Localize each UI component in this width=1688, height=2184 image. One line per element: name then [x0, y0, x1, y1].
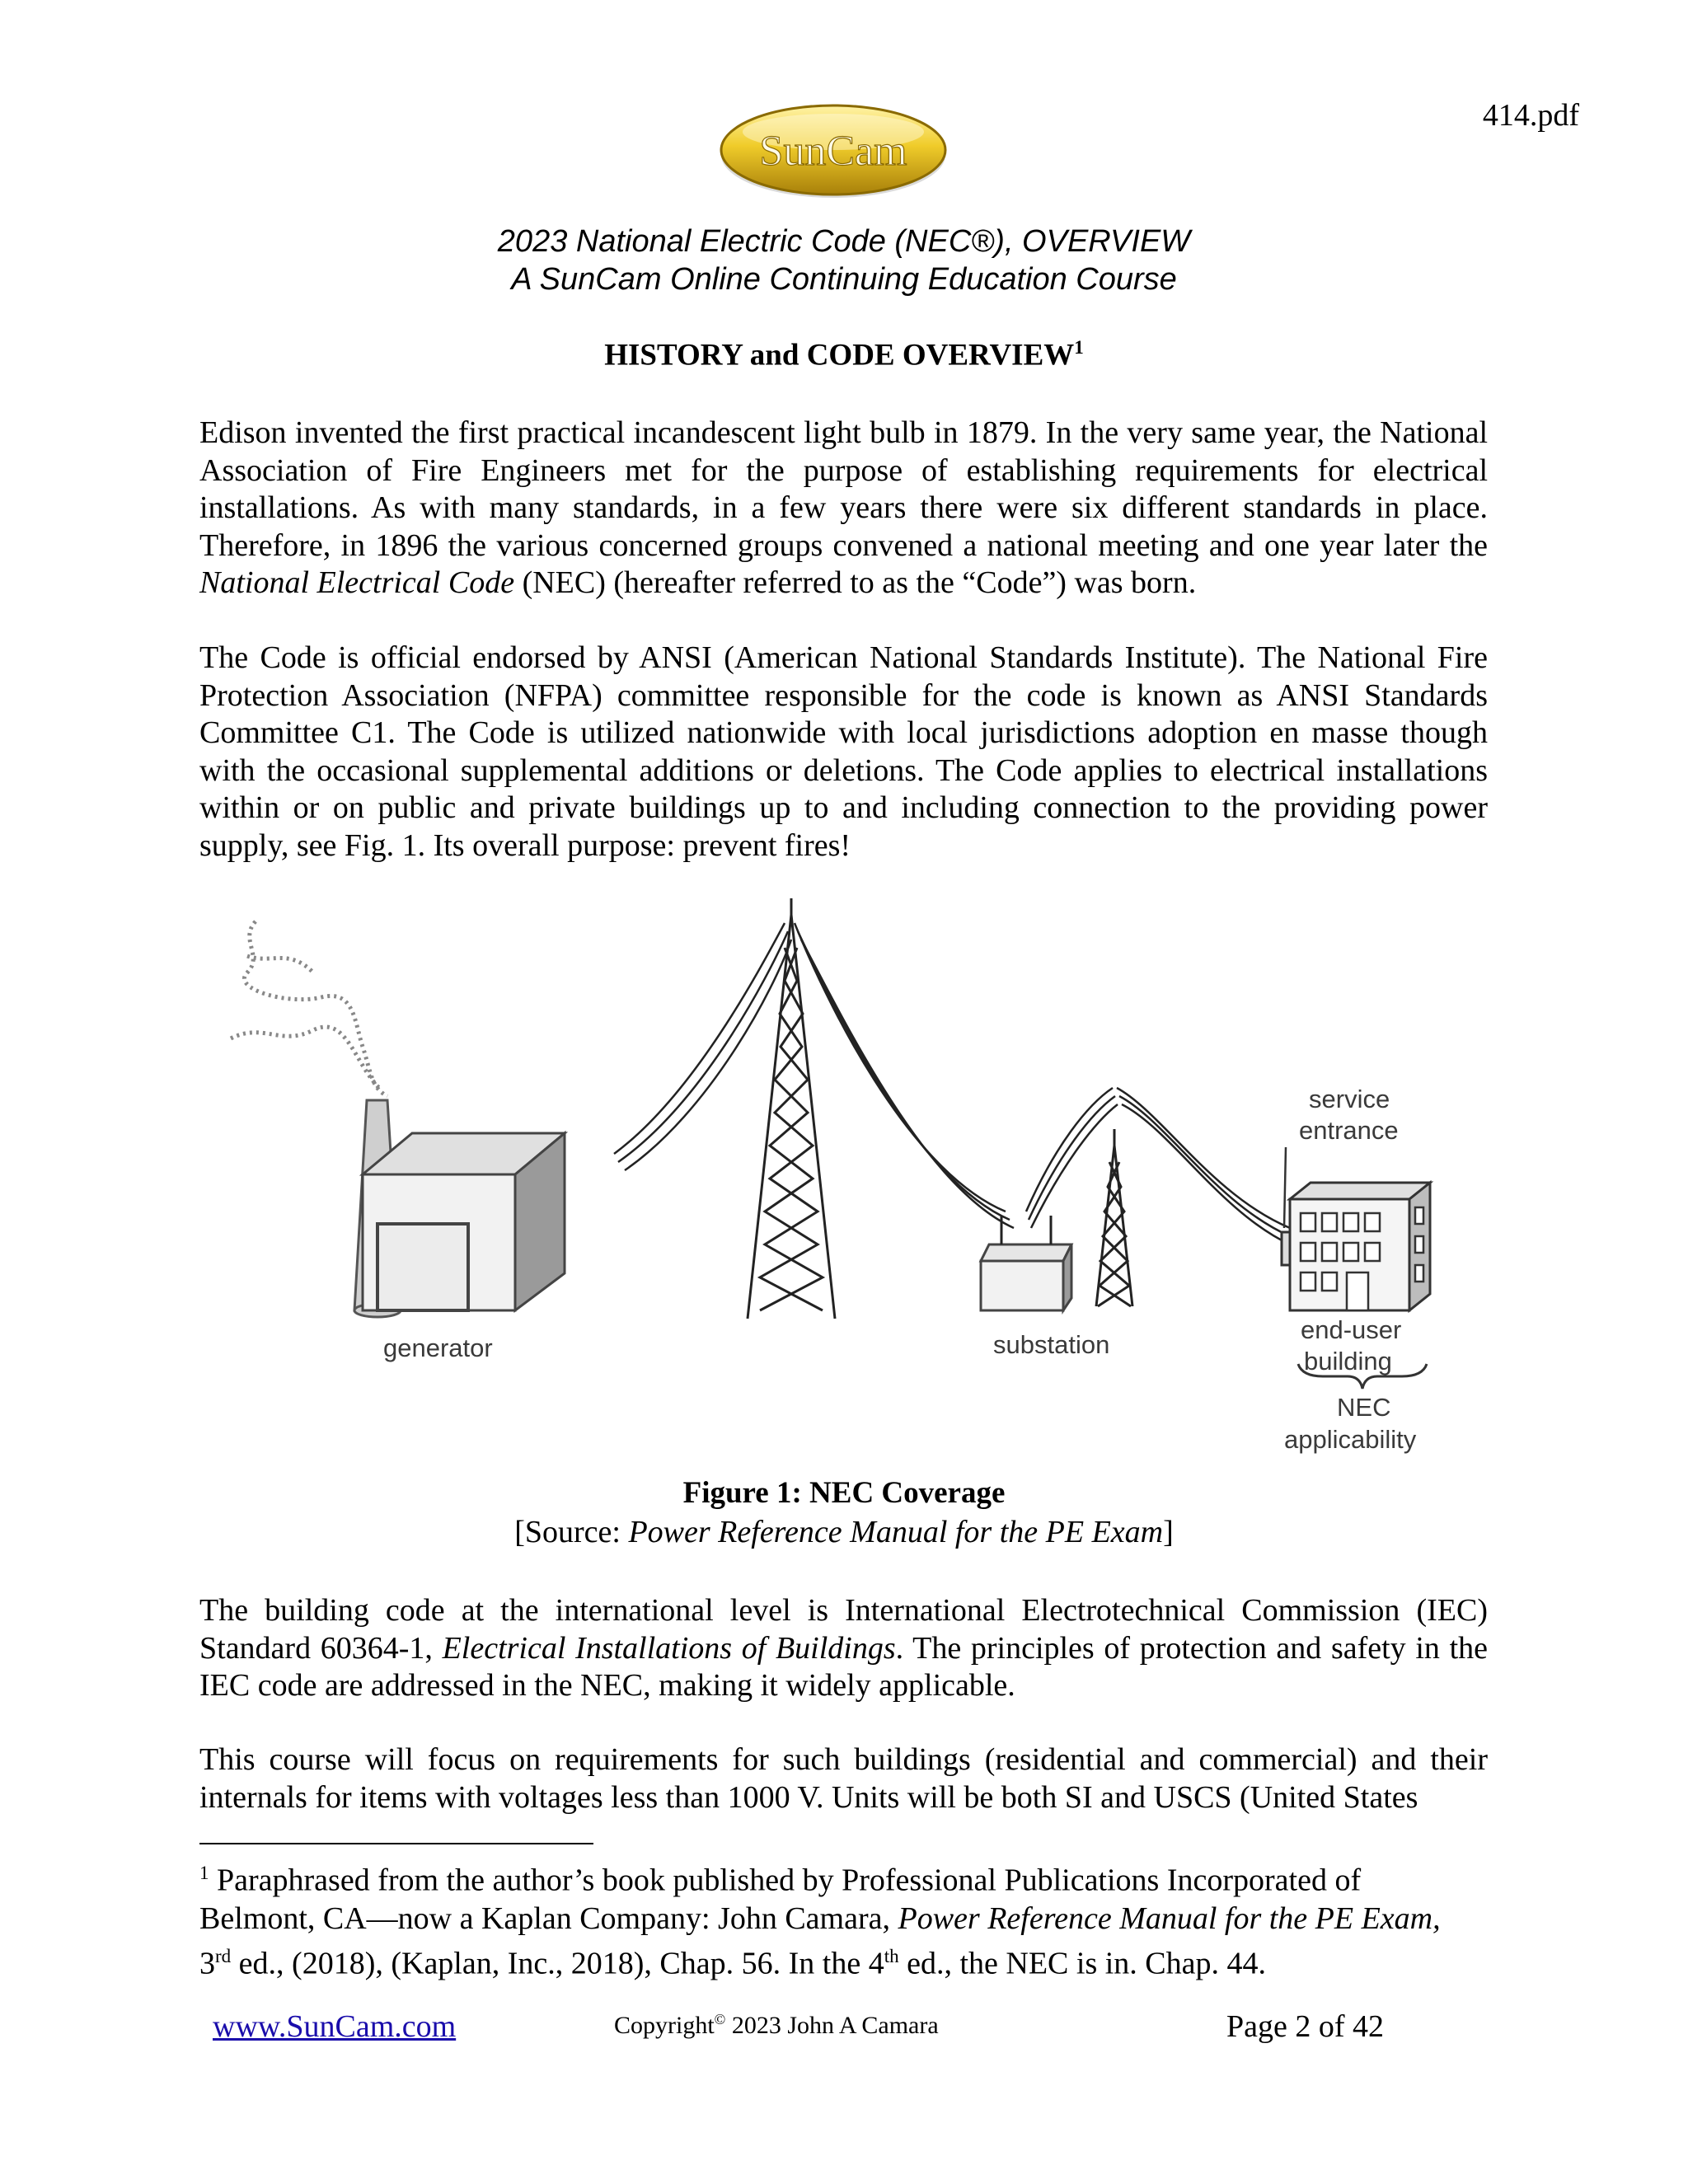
generator-building — [363, 1133, 565, 1310]
page-number: Page 2 of 42 — [1226, 2009, 1385, 2044]
paragraph-course-focus: This course will focus on requirements for such buildings (residential and commercial) and their internals for items with voltages less than 1000 V. Units will be both SI and USCS (United States — [199, 1742, 1488, 1815]
figure-caption: Figure 1: NEC Coverage — [682, 1476, 1006, 1510]
label-end-user: end-user — [1301, 1315, 1402, 1344]
label-substation: substation — [993, 1330, 1110, 1359]
label-building: building — [1304, 1347, 1392, 1376]
suncam-logo — [717, 101, 950, 201]
smoke-illustration — [231, 921, 387, 1096]
nec-coverage-figure — [198, 898, 1467, 1475]
paragraph-ansi: The Code is official endorsed by ANSI (American National Standards Institute). The National Fire Protection Association (NFPA) committee responsible for the code is known as ANSI Standards Committee C1. The Code is utilized nationwide with local jurisdictions adoption en masse though with the occasional supplemental additions or deletions. The Code applies to electrical installations within or on public and private buildings up to and including connection to the providing power supply, see Fig. 1. Its overall purpose: prevent fires! — [199, 640, 1488, 863]
label-service: service — [1309, 1085, 1390, 1113]
transmission-tower — [748, 898, 835, 1319]
power-lines — [614, 923, 1290, 1244]
figure-source: [Source: Power Reference Manual for the PE Exam] — [514, 1515, 1174, 1549]
service-entrance-pointer — [1284, 1147, 1286, 1228]
label-applicability: applicability — [1284, 1425, 1417, 1454]
copyright-notice: Copyright© 2023 John A Camara — [614, 2011, 939, 2039]
footnote-divider — [199, 1843, 593, 1844]
label-entrance: entrance — [1299, 1116, 1399, 1145]
substation-box — [981, 1216, 1071, 1310]
end-user-building — [1282, 1183, 1430, 1310]
label-nec: NEC — [1337, 1393, 1391, 1422]
footnote-reference: 1 — [1074, 337, 1084, 358]
distribution-tower — [1096, 1129, 1132, 1306]
website-link[interactable]: www.SunCam.com — [213, 2009, 457, 2044]
paragraph-iec: The building code at the international level is International Electrotechnical Commission (IEC) Standard 60364-1, Electrical Installations of Buildings. The principles of protection and safety in the IEC code are addressed in the NEC, making it widely applicable. — [199, 1593, 1488, 1703]
svg-text:SunCam: SunCam — [759, 128, 907, 175]
footnote: $^1$ Paraphrased from the author’s book published by Professional Publications Incorporated of Belmont, CA—now a Kaplan Company: John Camara, Power Reference Manual for the PE Exam, 3rd ed., (2018), (Kaplan, Inc., 2018), Chap. 56. In the 4th ed., the NEC is in. Chap. 44. — [199, 1863, 1441, 1981]
file-tag: 414.pdf — [1482, 98, 1579, 133]
paragraph-history: Edison invented the first practical incandescent light bulb in 1879. In the very same year, the National Association of Fire Engineers met for the purpose of establishing requirements for electrical installations. As with many standards, in a few years there were six different standards in place. Therefore, in 1896 the various concerned groups convened a national meeting and one year later the National Electrical Code (NEC) (hereafter referred to as the “Code”) was born. — [199, 415, 1488, 600]
label-generator: generator — [383, 1333, 493, 1362]
course-title: 2023 National Electric Code (NEC®), OVERVIEW — [497, 224, 1191, 259]
course-subtitle: A SunCam Online Continuing Education Course — [511, 262, 1177, 297]
section-heading: HISTORY and CODE OVERVIEW$^1$ — [604, 337, 1084, 373]
